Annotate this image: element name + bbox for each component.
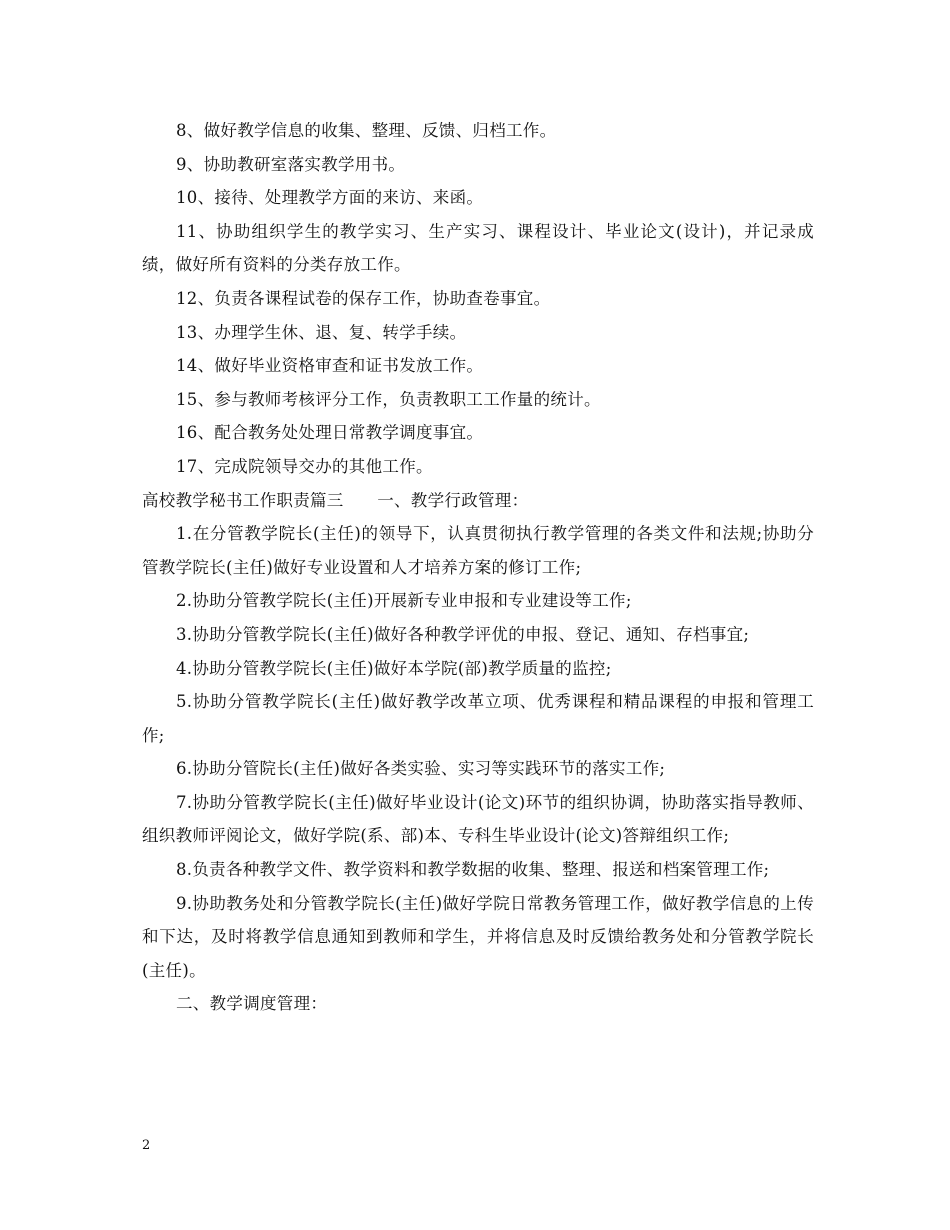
admin-item-3: 3.协助分管教学院长(主任)做好各种教学评优的申报、登记、通知、存档事宜; bbox=[176, 624, 750, 644]
admin-item-5: 5.协助分管教学院长(主任)做好教学改革立项、优秀课程和精品课程的申报和管理工作; bbox=[142, 692, 814, 745]
subsection-heading: 二、教学调度管理： bbox=[176, 994, 328, 1014]
paragraph-item-11: 11、协助组织学生的教学实习、生产实习、课程设计、毕业论文(设计)，并记录成绩，做好所有资料的分类存放工作。 bbox=[142, 221, 814, 275]
page-number: 2 bbox=[142, 1138, 151, 1153]
admin-item-8: 8.负责各种教学文件、教学资料和教学数据的收集、整理、报送和档案管理工作; bbox=[176, 860, 770, 880]
admin-item-9: 9.协助教务处和分管教学院长(主任)做好学院日常教务管理工作，做好教学信息的上传和下达，及时将教学信息通知到教师和学生，并将信息及时反馈给教务处和分管教学院长(主任)。 bbox=[142, 893, 814, 980]
paragraph-item-17: 17、完成院领导交办的其他工作。 bbox=[176, 456, 433, 476]
paragraph-item-10: 10、接待、处理教学方面的来访、来函。 bbox=[176, 188, 484, 208]
admin-item-4: 4.协助分管教学院长(主任)做好本学院(部)教学质量的监控; bbox=[176, 658, 612, 678]
admin-item-2: 2.协助分管教学院长(主任)开展新专业申报和专业建设等工作; bbox=[176, 591, 632, 611]
paragraph-item-16: 16、配合教务处处理日常教学调度事宜。 bbox=[176, 423, 484, 443]
admin-item-7: 7.协助分管教学院长(主任)做好毕业设计(论文)环节的组织协调，协助落实指导教师、组织教师评阅论文，做好学院(系、部)本、专科生毕业设计(论文)答辩组织工作; bbox=[142, 792, 814, 846]
section-heading: 高校教学秘书工作职责篇三 一、教学行政管理： bbox=[142, 490, 529, 510]
admin-item-1: 1.在分管教学院长(主任)的领导下，认真贯彻执行教学管理的各类文件和法规;协助分管教学院长(主任)做好专业设置和人才培养方案的修订工作; bbox=[142, 524, 814, 577]
paragraph-item-12: 12、负责各课程试卷的保存工作，协助查卷事宜。 bbox=[176, 288, 551, 308]
paragraph-item-15: 15、参与教师考核评分工作，负责教职工工作量的统计。 bbox=[176, 389, 601, 409]
paragraph-item-13: 13、办理学生休、退、复、转学手续。 bbox=[176, 322, 467, 342]
paragraph-item-14: 14、做好毕业资格审查和证书发放工作。 bbox=[176, 356, 484, 376]
document-body bbox=[142, 114, 814, 1021]
admin-item-6: 6.协助分管院长(主任)做好各类实验、实习等实践环节的落实工作; bbox=[176, 759, 666, 779]
paragraph-item-9: 9、协助教研室落实教学用书。 bbox=[176, 154, 406, 174]
paragraph-item-8: 8、做好教学信息的收集、整理、反馈、归档工作。 bbox=[176, 121, 557, 140]
